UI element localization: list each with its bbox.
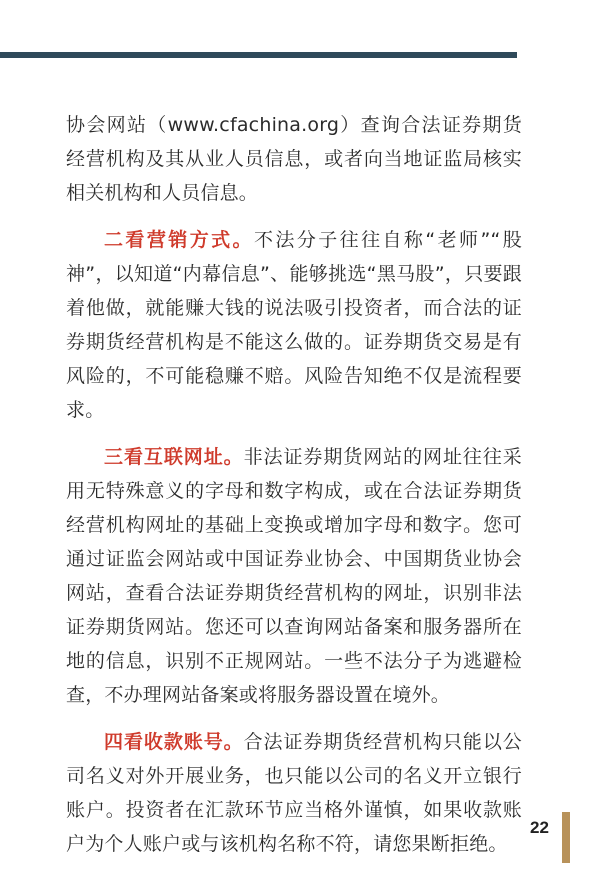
heading-payment-account: 四看收款账号。 [104, 731, 244, 753]
paragraph-payment-account [66, 725, 522, 861]
body-text [66, 108, 522, 874]
paragraph-web-address-text: 非法证券期货网站的网址往往采用无特殊意义的字母和数字构成，或在合法证券期货经营机构网址的基础上变换或增加字母和数字。您可通过证监会网站或中国证券业协会、中国期货业协会网站，查看合法证券期货经营机构的网址，识别非法证券期货网站。您还可以查询网站备案和服务器所在地的信息，识别不正规网站。一些不法分子为逃避检查，不办理网站备案或将服务器设置在境外。 [66, 446, 522, 706]
paragraph-marketing-method-text: 不法分子往往自称“老师”“股神”，以知道“内幕信息”、能够挑选“黑马股”，只要跟着他做，就能赚大钱的说法吸引投资者，而合法的证券期货经营机构是不能这么做的。证券期货交易是有风险的，不可能稳赚不赔。风险告知绝不仅是流程要求。 [66, 229, 522, 421]
top-decorative-bar [0, 52, 517, 58]
paragraph-web-address [66, 440, 522, 712]
page-number-accent-bar [562, 812, 570, 863]
heading-marketing-method: 二看营销方式。 [104, 229, 254, 251]
page-number: 22 [530, 818, 549, 837]
paragraph-payment-account-text: 合法证券期货经营机构只能以公司名义对外开展业务，也只能以公司的名义开立银行账户。投资者在汇款环节应当格外谨慎，如果收款账户为个人账户或与该机构名称不符，请您果断拒绝。 [66, 731, 522, 855]
paragraph-intro [66, 108, 522, 210]
paragraph-intro-text: 协会网站（www.cfachina.org）查询合法证券期货经营机构及其从业人员信息，或者向当地证监局核实相关机构和人员信息。 [66, 114, 522, 204]
heading-web-address: 三看互联网址。 [104, 446, 244, 468]
paragraph-marketing-method [66, 223, 522, 427]
